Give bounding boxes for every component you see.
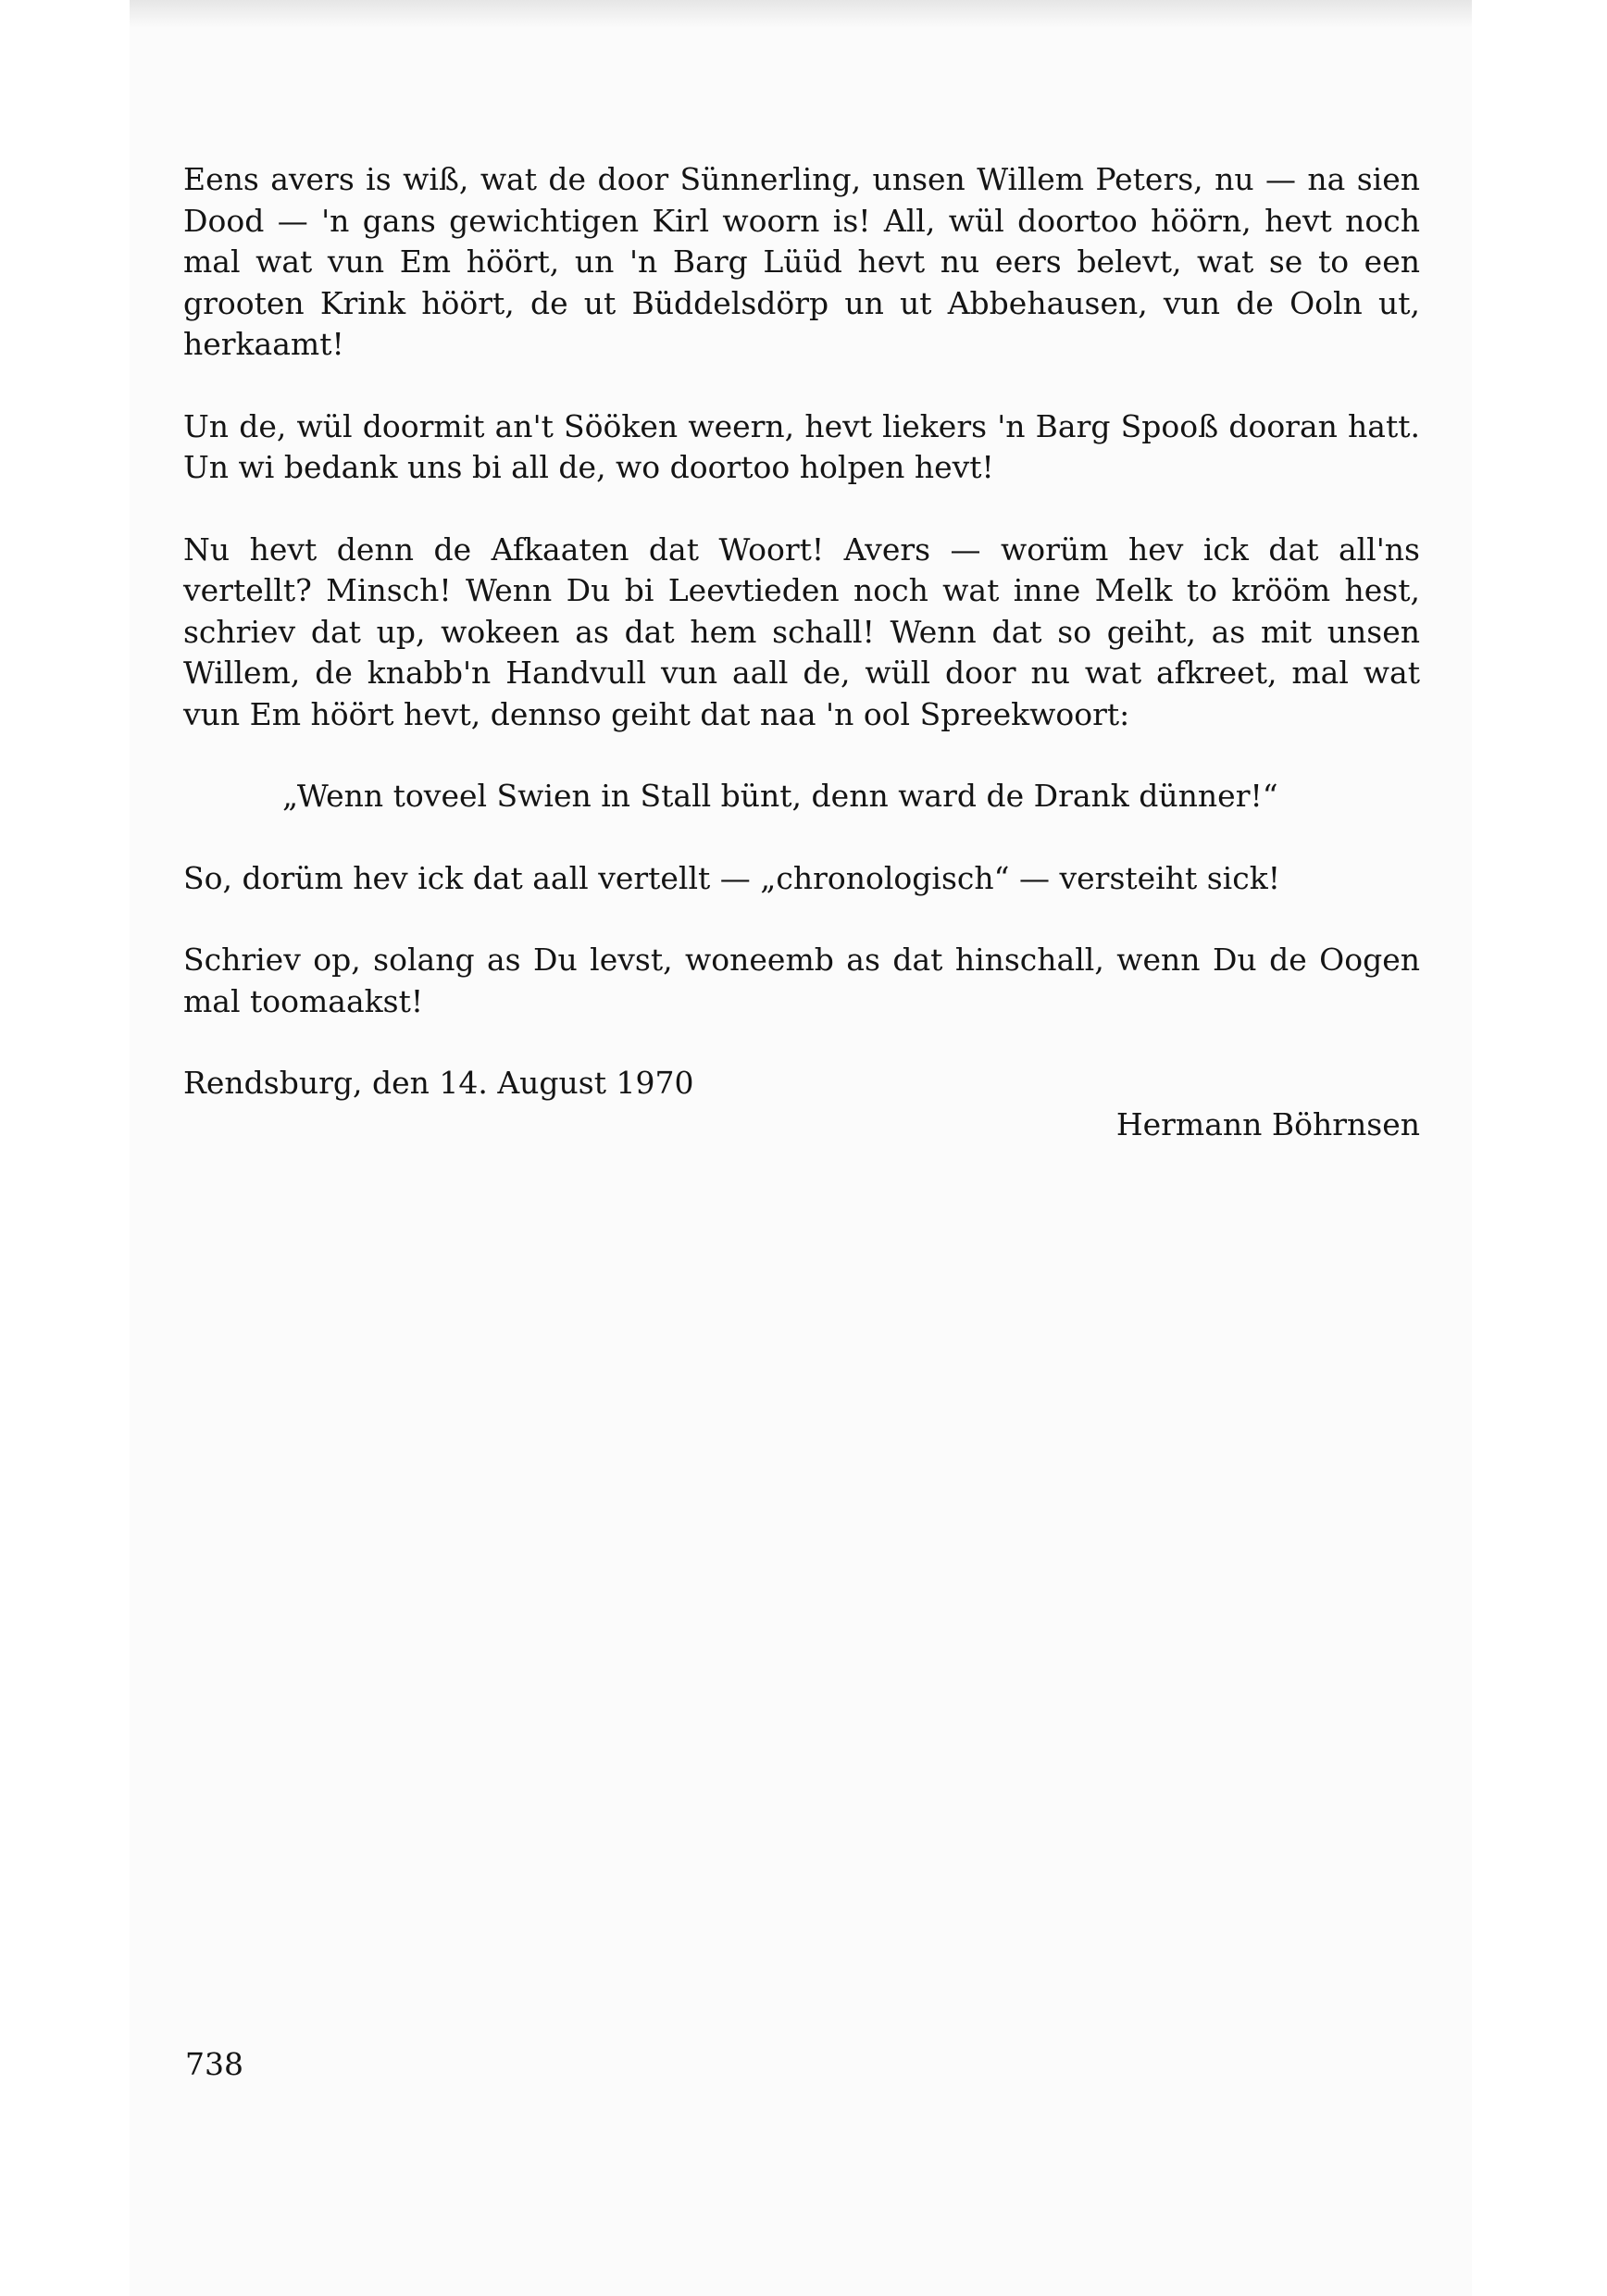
page-number: 738 (185, 2046, 243, 2082)
paragraph-1: Eens avers is wiß, wat de door Sünnerling, unsen Willem Peters, nu — na sien Dood — 'n gans gewichtigen Kirl woorn is! All, wül doortoo höörn, hevt noch mal wat vun Em höört, un 'n Barg Lüüd hevt nu eers belevt, wat se to een grooten Krink höört, de ut Büddelsdörp un ut Abbehausen, vun de Ooln ut, herkaamt! (183, 161, 1420, 362)
author-signature: Hermann Böhrnsen (1115, 1105, 1420, 1142)
paragraph-2: Un de, wül doormit an't Sööken weern, hevt liekers 'n Barg Spooß dooran hatt. Un wi bedank uns bi all de, wo doortoo holpen hevt! (183, 407, 1420, 485)
scan-edge-shadow (130, 0, 1472, 28)
closing-paragraph: Schriev op, solang as Du levst, woneemb as dat hinschall, wenn Du de Oogen mal toomaakst! (183, 942, 1420, 1019)
paragraph-3: Nu hevt denn de Afkaaten dat Woort! Avers — worüm hev ick dat all'ns vertellt? Minsch! Wenn Du bi Leevtieden noch wat inne Melk to krööm hest, schriev dat up, wokeen as dat hem schall! Wenn dat so geiht, as mit unsen Willem, de knabb'n Handvull vun aall de, wüll door nu wat afkreet, mal wat vun Em höört hevt, dennso geiht dat naa 'n ool Spreekwoort: (183, 530, 1420, 732)
page-body (183, 159, 1420, 1145)
proverb-quote: „Wenn toveel Swien in Stall bünt, denn ward de Drank dünner!“ (282, 778, 1278, 814)
place-date: Rendsburg, den 14. August 1970 (183, 1065, 694, 1101)
chronology-line: So, dorüm hev ick dat aall vertellt — „chronologisch“ — versteiht sick! (183, 859, 1280, 896)
